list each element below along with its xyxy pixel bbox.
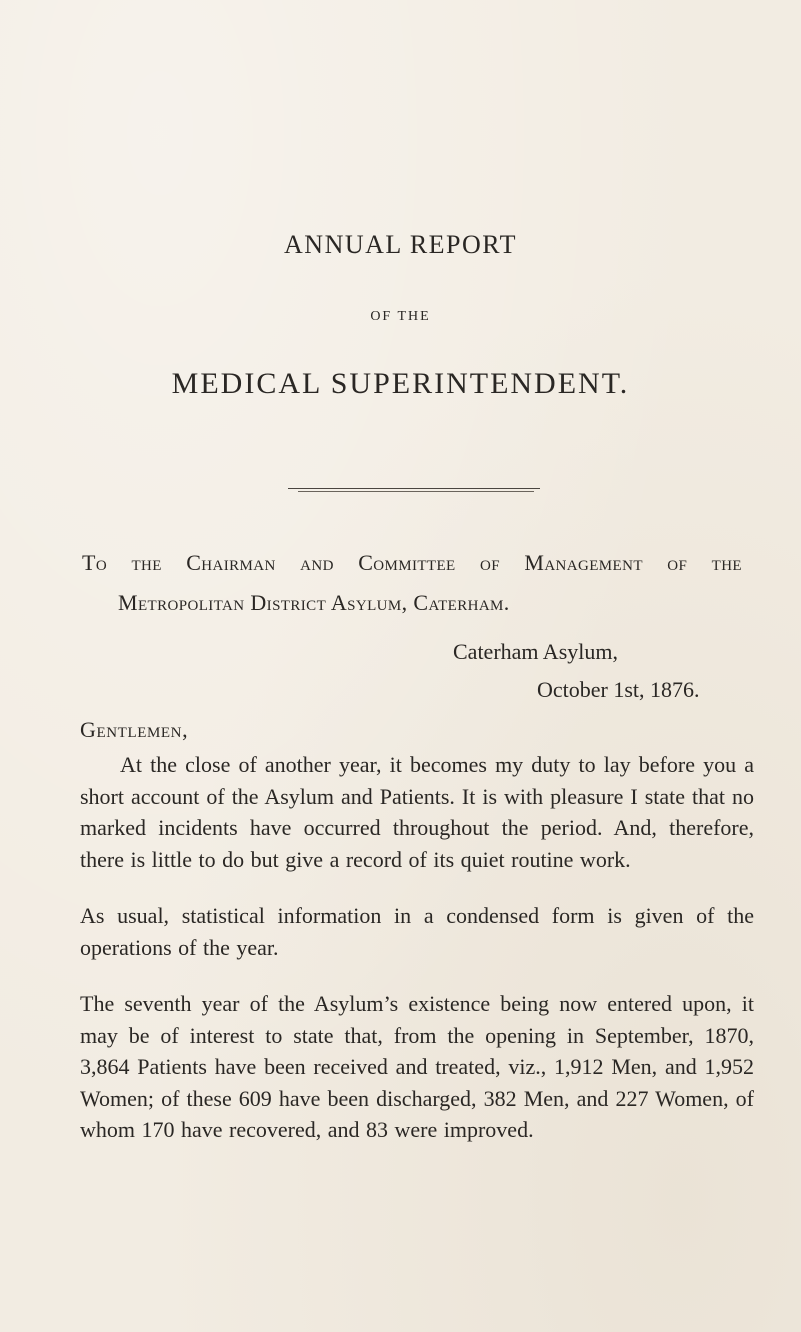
paragraph-3: The seventh year of the Asylum’s existence being now entered upon, it may be of interest to state that, from the opening in September, 1870, 3,864 Patients have been received and treated, viz., 1,912 Men, and 1,952 Women; of these 609 have been discharged, 382 Men, and 227 Women, of whom 170 have recovered, and 83 were improved. [80, 991, 754, 1142]
salutation: Gentlemen, [80, 717, 189, 742]
title-connector: OF THE [370, 309, 431, 324]
letter-date: October 1st, 1876. [537, 677, 700, 702]
paragraph-1: At the close of another year, it becomes my duty to lay before you a short account of the Asylum and Patients. It is with pleasure I state that no marked incidents have occurred throughout the period. And, therefore, there is little to do but give a record of its quiet routine work. [80, 752, 754, 872]
paragraph-2: As usual, statistical information in a condensed form is given of the operations of the year. [80, 903, 754, 960]
rule-line-bottom [298, 491, 534, 492]
address-line-1: To the Chairman and Committee of Management of the [82, 550, 742, 575]
address-line-2: Metropolitan District Asylum, Caterham. [118, 590, 510, 615]
report-subtitle: MEDICAL SUPERINTENDENT. [171, 367, 630, 400]
rule-line-top [288, 488, 540, 489]
letter-place: Caterham Asylum, [453, 639, 618, 664]
report-title: ANNUAL REPORT [284, 230, 517, 259]
double-rule-divider [288, 488, 540, 494]
address-block [82, 543, 742, 623]
